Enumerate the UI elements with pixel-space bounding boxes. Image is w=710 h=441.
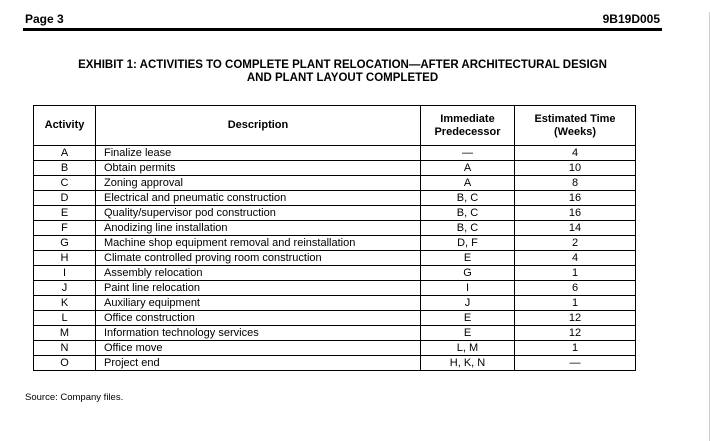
cell-activity: O [34,356,96,371]
column-header-description: Description [96,106,421,146]
cell-description: Machine shop equipment removal and reinstallation [96,236,421,251]
table-row [34,146,636,161]
activities-table [33,105,636,371]
table-row [34,356,636,371]
cell-predecessor: B, C [421,191,515,206]
exhibit-title-line2: AND PLANT LAYOUT COMPLETED [246,72,439,84]
cell-activity: E [34,206,96,221]
cell-weeks: 4 [515,251,636,266]
cell-weeks: 16 [515,191,636,206]
cell-activity: A [34,146,96,161]
cell-weeks: 6 [515,281,636,296]
cell-predecessor: J [421,296,515,311]
cell-weeks: 8 [515,176,636,191]
column-header-predecessor [421,106,515,146]
cell-predecessor: G [421,266,515,281]
cell-description: Auxiliary equipment [96,296,421,311]
cell-description: Obtain permits [96,161,421,176]
cell-predecessor: B, C [421,221,515,236]
cell-description: Office move [96,341,421,356]
cell-activity: L [34,311,96,326]
exhibit-title-line1: EXHIBIT 1: ACTIVITIES TO COMPLETE PLANT RELOCATION—AFTER ARCHITECTURAL DESIGN [78,59,607,71]
cell-predecessor: — [421,146,515,161]
cell-activity: C [34,176,96,191]
column-header-predecessor-line1: Immediate [440,112,495,125]
cell-activity: J [34,281,96,296]
cell-predecessor: L, M [421,341,515,356]
cell-activity: D [34,191,96,206]
column-header-activity: Activity [34,106,96,146]
cell-predecessor: E [421,311,515,326]
cell-weeks: — [515,356,636,371]
cell-predecessor: B, C [421,206,515,221]
source-note: Source: Company files. [25,392,124,403]
cell-activity: K [34,296,96,311]
cell-weeks: 12 [515,311,636,326]
table-row [34,161,636,176]
table-row [34,221,636,236]
cell-activity: G [34,236,96,251]
cell-predecessor: I [421,281,515,296]
cell-description: Quality/supervisor pod construction [96,206,421,221]
column-header-weeks-line2: (Weeks) [554,125,596,138]
cell-predecessor: A [421,161,515,176]
cell-description: Electrical and pneumatic construction [96,191,421,206]
cell-description: Finalize lease [96,146,421,161]
cell-activity: M [34,326,96,341]
cell-activity: I [34,266,96,281]
cell-weeks: 12 [515,326,636,341]
cell-description: Project end [96,356,421,371]
table-row [34,191,636,206]
table-header-row [34,106,636,146]
cell-activity: F [34,221,96,236]
cell-weeks: 14 [515,221,636,236]
cell-predecessor: D, F [421,236,515,251]
column-header-predecessor-line2: Predecessor [434,125,501,138]
table-row [34,251,636,266]
cell-weeks: 10 [515,161,636,176]
cell-description: Zoning approval [96,176,421,191]
table-row [34,206,636,221]
cell-predecessor: A [421,176,515,191]
cell-predecessor: E [421,251,515,266]
document-code: 9B19D005 [602,12,660,26]
cell-weeks: 1 [515,266,636,281]
table-row [34,311,636,326]
column-header-weeks [515,106,636,146]
cell-description: Assembly relocation [96,266,421,281]
cell-description: Climate controlled proving room construction [96,251,421,266]
cell-weeks: 1 [515,341,636,356]
table-row [34,296,636,311]
table-row [34,281,636,296]
cell-description: Office construction [96,311,421,326]
table-row [34,236,636,251]
page-number-label: Page 3 [25,12,64,26]
table-row [34,341,636,356]
cell-weeks: 2 [515,236,636,251]
cell-predecessor: H, K, N [421,356,515,371]
page-header [23,12,662,31]
cell-description: Paint line relocation [96,281,421,296]
cell-activity: B [34,161,96,176]
table-row [34,176,636,191]
table-row [34,266,636,281]
cell-weeks: 1 [515,296,636,311]
cell-weeks: 16 [515,206,636,221]
table-row [34,326,636,341]
cell-activity: H [34,251,96,266]
cell-description: Information technology services [96,326,421,341]
cell-activity: N [34,341,96,356]
column-header-weeks-line1: Estimated Time [534,112,616,125]
cell-weeks: 4 [515,146,636,161]
cell-predecessor: E [421,326,515,341]
exhibit-title [23,59,662,85]
cell-description: Anodizing line installation [96,221,421,236]
